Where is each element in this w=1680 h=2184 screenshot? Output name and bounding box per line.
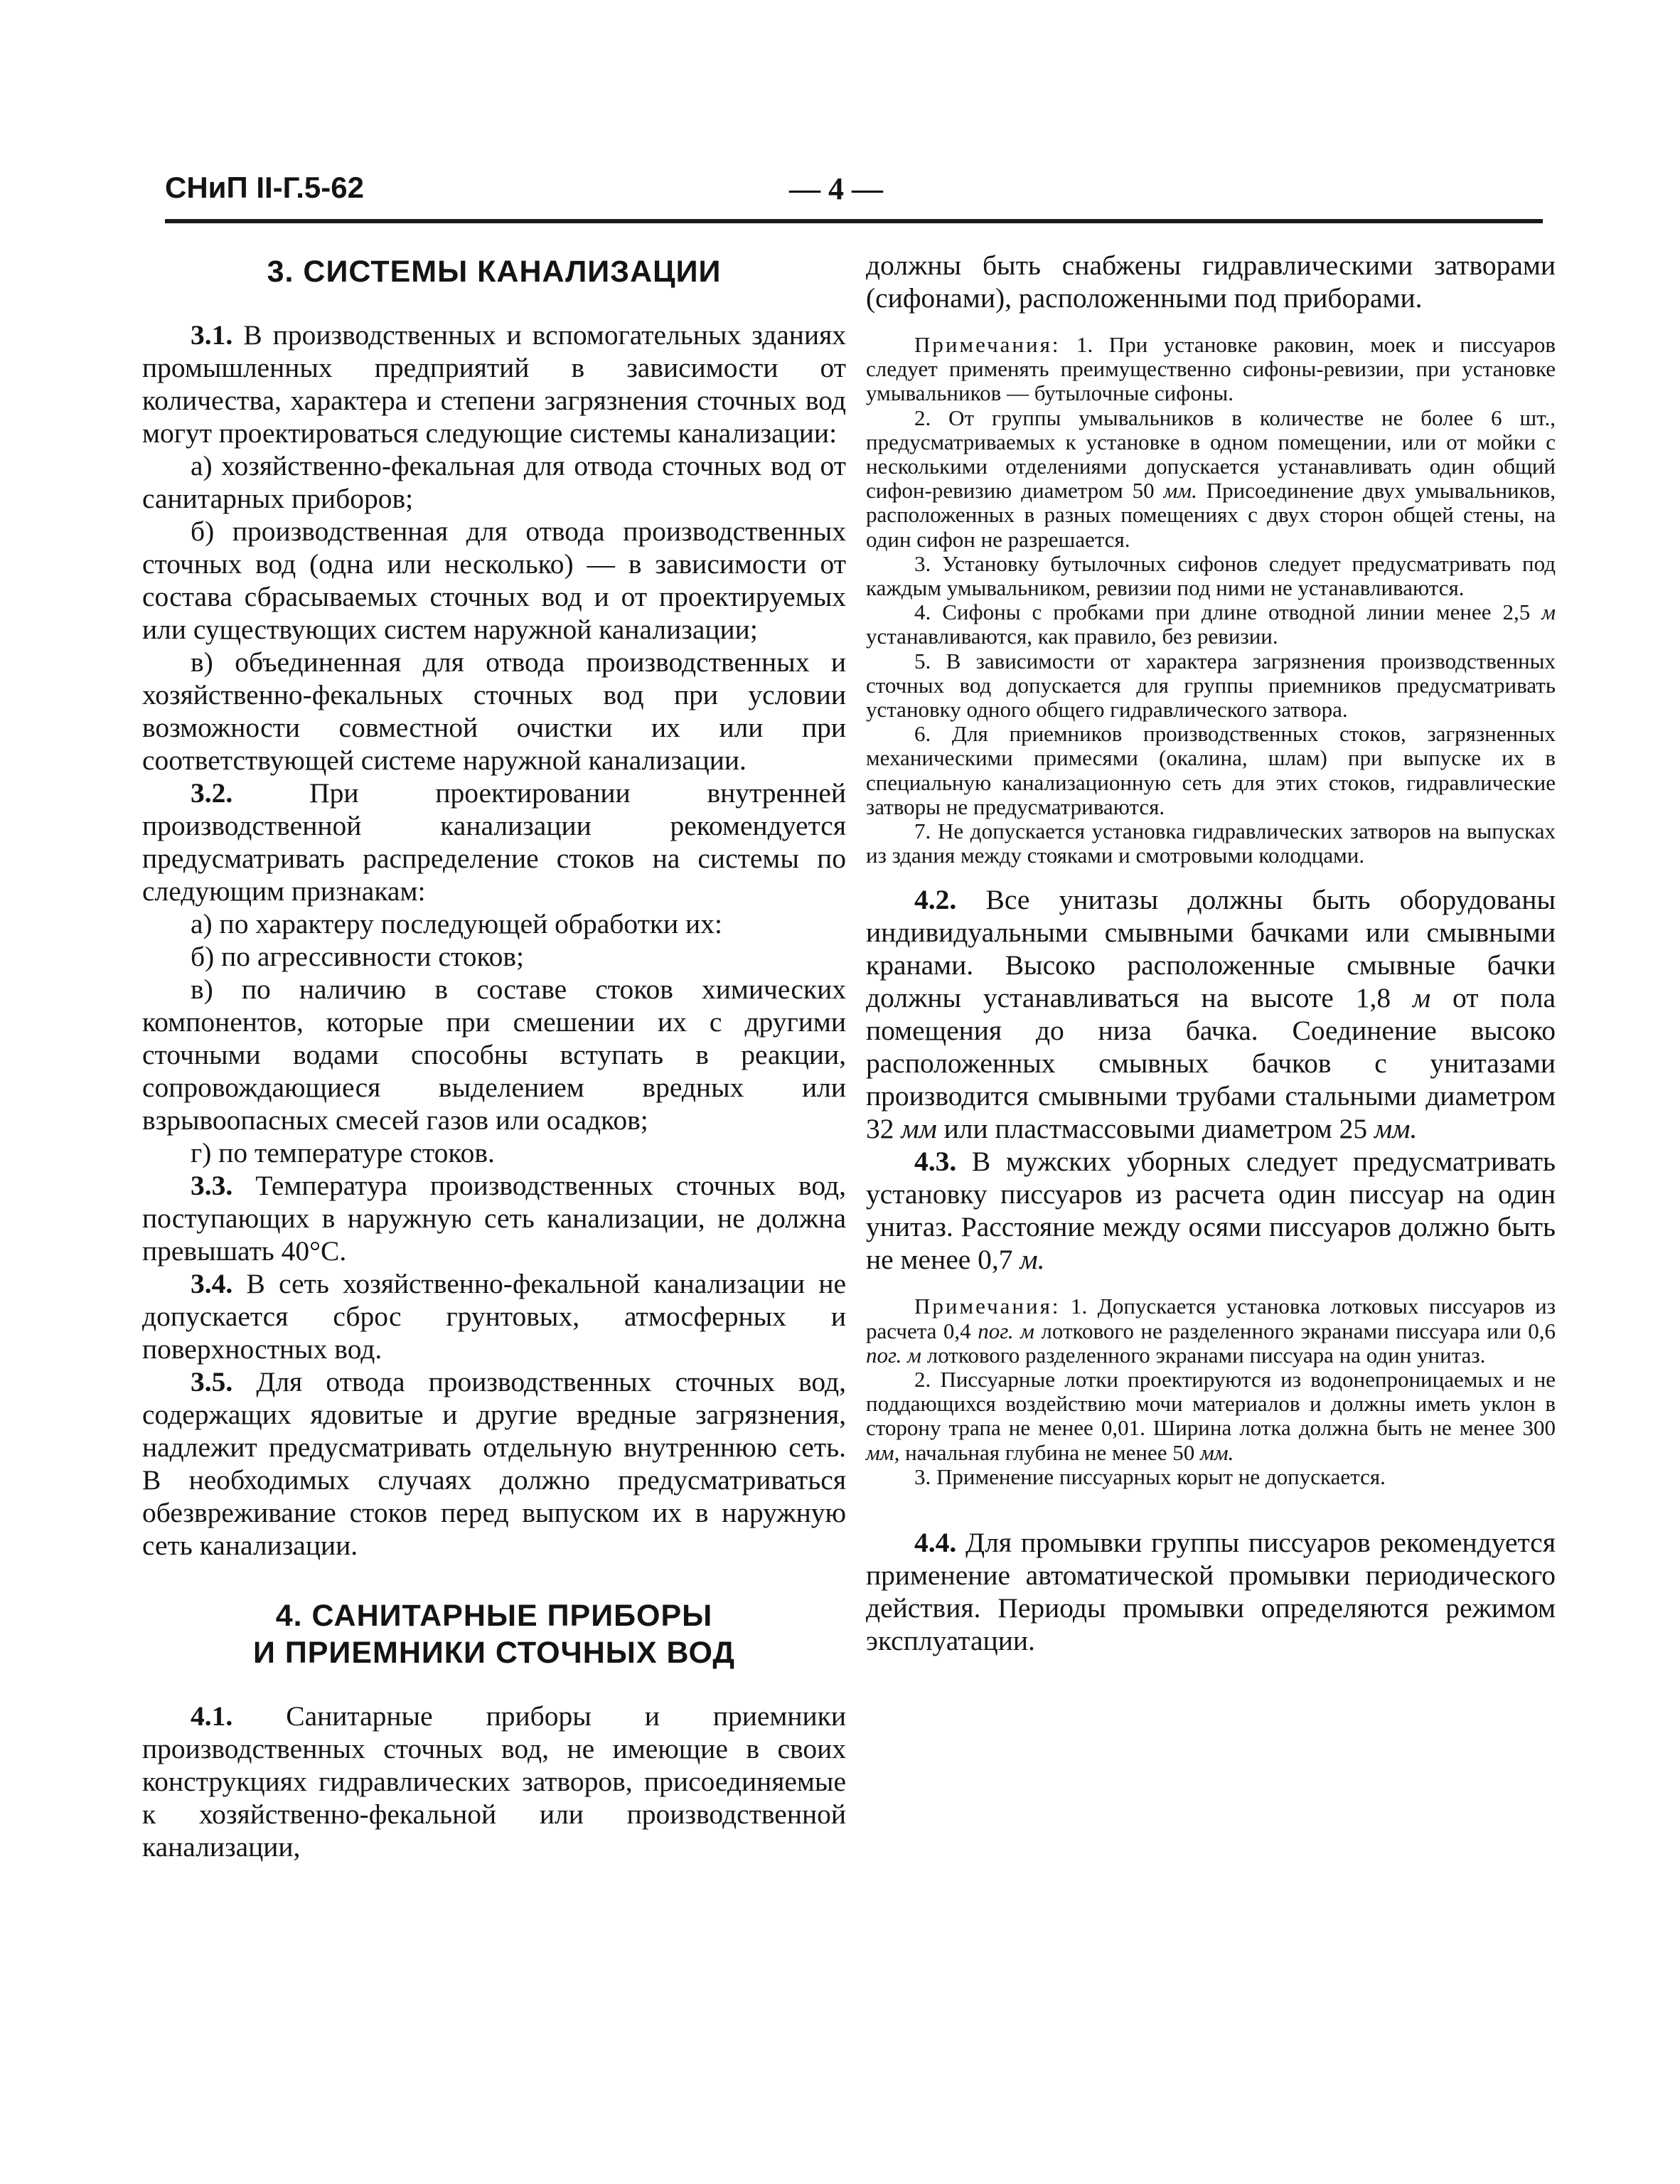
paragraph-4-1-continued: должны быть снабжены гидравлическими затворами (сифонами), расположенными под приборами. bbox=[866, 250, 1556, 314]
paragraph-number: 4.3. bbox=[914, 1146, 957, 1178]
paragraph-4-3 bbox=[866, 1145, 1556, 1276]
paragraph-number: 3.2. bbox=[191, 777, 233, 809]
notes-block-1 bbox=[866, 333, 1556, 868]
paragraph-text: Санитарные приборы и приемники производственных сточных вод, не имеющие в своих конструкциях гидравлических затворов, присоединяемые к хозяйственно-фекальной или производственной канализации, bbox=[142, 1700, 847, 1863]
note-text: устанавливаются, как правило, без ревизии. bbox=[866, 624, 1278, 649]
section-4-title bbox=[142, 1597, 846, 1671]
note-text: лоткового не разделенного экранами писсуара или 0,6 bbox=[1034, 1318, 1556, 1343]
list-item-3-2-b: б) по агрессивности стоков; bbox=[191, 941, 525, 972]
list-item-3-1-a: а) хозяйственно-фекальная для отвода сточных вод от санитарных приборов; bbox=[142, 450, 846, 514]
paragraph-4-4 bbox=[866, 1526, 1556, 1657]
note-text: 1. При установке раковин, моек и писсуаров следует применять преимущественно сифоны-ревизии, при установке умывальников — бутылочные сифоны. bbox=[866, 332, 1556, 406]
unit-label: мм. bbox=[1163, 478, 1197, 504]
paragraph-3-2 bbox=[142, 777, 846, 907]
paragraph-number: 4.4. bbox=[914, 1527, 957, 1559]
note-text: 2. От группы умывальников в количестве не более 6 шт., предусматриваемых к установке в одном помещении, или от мойки с несколькими отделениями допускается устанавливать один общий сифон-ревизию диаметром 50 bbox=[866, 405, 1556, 504]
list-item-3-2-c: в) по наличию в составе стоков химических компонентов, которые при смешении их с другими сточными водами способны вступать в реакции, сопровождающиеся выделением вредных или взрывоопасных смесей газов или осадков; bbox=[142, 974, 846, 1136]
section-3-title: 3. СИСТЕМЫ КАНАЛИЗАЦИИ bbox=[267, 255, 722, 289]
note-text: лоткового разделенного экранами писсуара на один унитаз. bbox=[921, 1342, 1486, 1368]
paragraph-number: 3.4. bbox=[191, 1268, 233, 1299]
list-item-3-1-b: б) производственная для отвода производственных сточных вод (одна или несколько) — в зависимости от состава сбрасываемых сточных вод и от проектируемых или существующих систем наружной канализации; bbox=[142, 516, 846, 645]
paragraph-text: или пластмассовыми диаметром 25 bbox=[936, 1113, 1375, 1145]
paragraph-text: Для промывки группы писсуаров рекомендуется применение автоматической промывки периодического действия. Периоды промывки определяются режимом эксплуатации. bbox=[866, 1527, 1556, 1657]
paragraph-text: В производственных и вспомогательных зданиях промышленных предприятий в зависимости от количества, характера и степени загрязнения сточных вод могут проектироваться следующие системы канализации: bbox=[142, 319, 846, 449]
notes-block-2 bbox=[866, 1294, 1556, 1489]
paragraph-3-4 bbox=[142, 1267, 846, 1365]
note-1-2 bbox=[866, 406, 1556, 552]
paragraph-3-1 bbox=[142, 319, 846, 449]
list-item-3-2-a: а) по характеру последующей обработки их: bbox=[191, 908, 722, 939]
header-rule bbox=[165, 219, 1543, 223]
paragraph-text: В сеть хозяйственно-фекальной канализации не допускается сброс грунтовых, атмосферных и поверхностных вод. bbox=[142, 1268, 846, 1365]
right-column bbox=[866, 249, 1556, 1657]
note-1-4 bbox=[866, 600, 1556, 649]
paragraph-3-5 bbox=[142, 1365, 846, 1562]
note-text: 4. Сифоны с пробками при длине отводной линии менее 2,5 bbox=[914, 600, 1542, 625]
list-item-3-1-c: в) объединенная для отвода производственных и хозяйственно-фекальных сточных вод при условии возможности совместной очистки их или при соответствующей системе наружной канализации. bbox=[142, 646, 846, 776]
list-item-3-2-d: г) по температуре стоков. bbox=[191, 1137, 495, 1168]
section-4-title-line-2: И ПРИЕМНИКИ СТОЧНЫХ ВОД bbox=[252, 1636, 735, 1670]
page-number: — 4 — bbox=[789, 171, 883, 206]
notes-label: Примечания: bbox=[914, 332, 1061, 357]
paragraph-text: При проектировании внутренней производственной канализации рекомендуется предусматривать распределение стоков на системы по следующим признакам: bbox=[142, 777, 846, 907]
paragraph-number: 4.1. bbox=[191, 1700, 233, 1732]
note-text: 1. Допускается установка лотковых писсуаров из расчета 0,4 bbox=[866, 1294, 1556, 1343]
paragraph-number: 4.2. bbox=[914, 884, 957, 916]
unit-label: мм. bbox=[1200, 1439, 1234, 1465]
note-1-7: 7. Не допускается установка гидравлических затворов на выпусках из здания между стояками и смотровыми колодцами. bbox=[866, 819, 1556, 868]
paragraph-4-2 bbox=[866, 883, 1556, 1145]
note-2-3: 3. Применение писсуарных корыт не допускается. bbox=[914, 1464, 1386, 1489]
note-text: Присоединение двух умывальников, расположенных в разных помещениях с двух сторон общей стены, на один сифон не разрешается. bbox=[866, 478, 1556, 552]
unit-label: м. bbox=[1020, 1244, 1045, 1276]
unit-label: м bbox=[1541, 600, 1556, 625]
note-text: начальная глубина не менее 50 bbox=[899, 1439, 1201, 1465]
paragraph-number: 3.1. bbox=[191, 319, 233, 351]
unit-label: пог. м bbox=[978, 1318, 1034, 1343]
unit-label: м bbox=[1412, 982, 1431, 1014]
notes-label: Примечания: bbox=[914, 1294, 1061, 1319]
paragraph-text: В мужских уборных следует предусматривать установку писсуаров из расчета один писсуар на один унитаз. Расстояние между осями писсуаров должно быть не менее 0,7 bbox=[866, 1146, 1556, 1276]
paragraph-number: 3.5. bbox=[191, 1366, 233, 1397]
unit-label: пог. м bbox=[866, 1342, 921, 1368]
paragraph-text: Все унитазы должны быть оборудованы индивидуальными смывными бачками или смывными кранами. Высоко расположенные смывные бачки должны устанавливаться на высоте 1,8 bbox=[866, 884, 1556, 1014]
unit-label: мм bbox=[901, 1113, 937, 1145]
note-1-6: 6. Для приемников производственных стоков, загрязненных механическими примесями (окалина, шлам) при выпуске их в специальную канализационную сеть для этих стоков, гидравлические затворы не предусматриваются. bbox=[866, 721, 1556, 819]
paragraph-number: 3.3. bbox=[191, 1170, 233, 1201]
unit-label: мм, bbox=[866, 1439, 900, 1465]
paragraph-text: от пола помещения до низа бачка. Соединение высоко расположенных смывных бачков с унитазами производится смывными трубами стальными диаметром 32 bbox=[866, 982, 1556, 1145]
note-text: 2. Писсуарные лотки проектируются из водонепроницаемых и не поддающихся воздействию мочи материалов и должны иметь уклон в сторону трапа не менее 0,01. Ширина лотка должна быть не менее 300 bbox=[866, 1367, 1556, 1441]
paragraph-text: Для отвода производственных сточных вод, содержащих ядовитые и другие вредные загрязнения, надлежит предусматривать отдельную внутреннюю сеть. В необходимых случаях должно предусматриваться обезвреживание стоков перед выпуском их в наружную сеть канализации. bbox=[142, 1366, 846, 1561]
note-2-2 bbox=[866, 1368, 1556, 1465]
paragraph-3-3 bbox=[142, 1169, 846, 1267]
note-2-1 bbox=[866, 1294, 1556, 1368]
left-column bbox=[142, 249, 846, 1863]
paragraph-text: Температура производственных сточных вод, поступающих в наружную сеть канализации, не должна превышать 40°С. bbox=[142, 1170, 846, 1267]
note-1-5: 5. В зависимости от характера загрязнения производственных сточных вод допускается для группы приемников предусматривать установку одного общего гидравлического затвора. bbox=[866, 648, 1556, 723]
unit-label: мм. bbox=[1374, 1113, 1418, 1145]
note-1-1 bbox=[866, 333, 1556, 406]
paragraph-4-1 bbox=[142, 1700, 846, 1863]
section-4-title-line-1: 4. САНИТАРНЫЕ ПРИБОРЫ bbox=[275, 1599, 713, 1633]
note-1-3: 3. Установку бутылочных сифонов следует предусматривать под каждым умывальником, ревизии под ними не устанавливаются. bbox=[866, 550, 1556, 601]
document-code: СНиП II-Г.5-62 bbox=[165, 171, 364, 204]
